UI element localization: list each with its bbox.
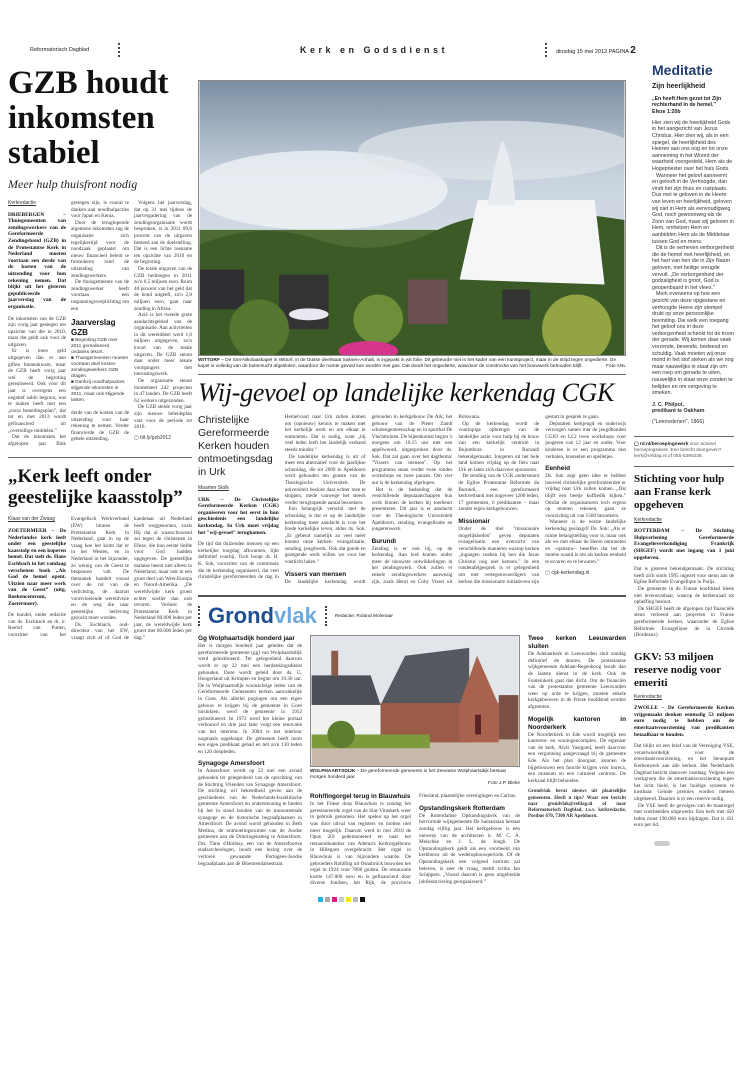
beroepingswerk-note: ▢ rd.nl/beroepingswerk voor actueel beroepingswerk. Een bericht doorgeven? kerk@refdag.nl of 055-5390238. [634,441,722,459]
gkv-article: GKV: 53 miljoen reserve nodig voor emeriti Kerkredactie ZWOLLE – De Gereformeerde Kerken vrijgemaakt denken eenmalig 53 miljoen euro nodig te hebben om de emeritaatsvoorziening van predikanten betaalbaar te houden. Dat blijkt uit een brief van de Vereniging VSE, verantwoordelijk voor de emeritaatsvoorziening, en het Steunpunt Kerkenwerk aan alle kerken. Het Nederlands Dagblad bericht daarover vandaag. Volgens een werkgroep die de emeritaatsvoorziening tegen het licht hield, is het huidige systeem te kostbaar. Geïnde premies worden meteen uitgekeerd. Daarom is er een reserve nodig. De VSE heeft de gevolgen van de maatregel met voorbeelden uitgewerkt. Een kerk met 450 leden moet 190.000 euro bijdragen. Dat is 431 euro per lid. [634,650,734,829]
right-column [634,62,734,846]
cgk-headline: Wij-gevoel op landelijke kerkendag CGK [198,378,615,407]
section-title: Kerk en Godsdienst [300,45,449,55]
meditatie: Meditatie Zijn heerlijkheid „En heeft Hem gezet tot Zijn rechterhand in de hemel.” Efeze 1:20b Hier zien wij de heerlijkheid Gods in het aangezicht van Jezus Christus. Hier zien wij, als in een spiegel, de heerlijkheid des Heeren aan ons oog en tot onze aanneming in het Woord der waarheid voorgesteld, Hem als de Hogepriester over het huis Gods. Wanneer het geloof aanneemt en gelooft in de Verhoogde, dan vindt het zijn thuis en rustplaats. Dus met te geloven in de Heere van leven en heerlijkheid, geloven wij niet in Hem als eenvoudigweg God, noch gewoonweg als de Zoon van God, maar wij geloven in Hem, omhelzen Hem en aanbidden Hem als de Middelaar tussen God en mens. Dit is de verheven verborgenheid die de hemel met heerlijkheid, en het hart van hen die in Zijn Naam geloven, met heilige vreugde vervult. „De verborgenheid der godzaligheid is groot, God is geopenbaard in het vlees.” Merk eveneens op hoe een gezicht van deze opgestane en verhoogde Heere zijn stempel drukt op onze persoonlijke bevinding. Die welk een toegang het geloof ons in deze verborgenheid schenkt tot de troon der genade. Wij komen daar vaak vrezende, bevende, bedeesd en schuldig. Vaak moeten wij onze mond in het stof steken als we nog maar nauwelijks in staat zijn om een roep om genade te uiten, nauwelijks in staat onze zonden te belijden en om vergeving te smeken. J. C. Philpot, predikant te Oakham ("Leerredenen", 1866) [652,62,734,426]
grondvlak-body [198,635,626,887]
gzb-body: Kerkredactie DRIEBERGEN – Thuisgemeenten van zendingswerkers van de Gereformeerde Zendingsbond (GZB) in de Protestantse Kerk in Nederland moeten voortaan een derde van de kosten van de uitzending voor hun rekening nemen. Dat blijkt uit het gisteren gepubliceerde jaarverslag van de organisatie. De inkomsten van de GZB zijn vorig jaar gestegen ten opzichte van die in 2010, maar dat geldt ook voor de uitgaven. Er is meer geld uitgegeven dan er aan giften binnenkwam, maar de GZB heeft vorig jaar wel de begroting gerealiseerd. Ook voor dit jaar is overigens een negatief saldo begroot, wat te maken heeft met een „extra bestedingsplan”, dat tot en met 2013 wordt gefinancierd uit „overtollige middelen.” Dat de inkomsten het afgelopen jaar flink gestegen zijn, is vooral te danken aan noodhulpacties voor Japan en Kenia. Door de teruglopende algemene inkomsten zag de organisatie zich tegelijkertijd voor de noodzaak geplaatst om nieuw financieel beleid te formuleren rond de uitzending van zendingswerkers. De thuisgemeente van de zendingswerker heeft voortaan een inspanningsverplichting om een Jaarverslag GZB ■ Begroting GZB over 2011 gerealiseerd, ondanks tekort. ■ Thuisgemeenten moeten voortaan deel kosten zendingswerkers GZB dragen. ■ Dankzij noodhulpacties stijgende inkomsten in 2011, maar ook stijgende lasten. derde van de kosten van de uitzending voor haar rekening te nemen. Verder financierde de GZB de gehele uitzending. Volgens het jaarverslag, dat op 31 mei tijdens de jaarvergadering van de zendingsorganisatie wordt besproken, is in 2011 89,6 procent van de uitgaven besteed aan de doelstelling. Dat is een lichte toename ten opzichte van 2010 en de begroting. De totale uitgaven van de GZB bedroegen in 2011 zo'n 6,5 miljoen euro. Ruim 40 procent van het geld dat de bond uitgeeft, zo'n 2,8 miljoen euro, gaat naar zending in Afrika. Azië is het tweede grote aandachtsgebied van de organisatie. Aan activiteiten in dit werelddeel werd 1,6 miljoen uitgegeven, zo'n kwart van de totale uitgaven. De GZB steunt daar onder meer lokale voorgangers met toerustingswerk. De organisatie steunt momenteel 242 projecten in 47 landen. De GZB heeft 62 werkers uitgezonden. De GZB stelde vorig jaar zijn nieuwe beleidsplan vast voor de periode tot 2016. ▢ bit.ly/gzb2012 [8,200,192,447]
grondvlak-editor: Redactie: Roland Molenaar [334,613,393,619]
wittorf-caption: WITTORF – De Sint-Nikolaaskapel in Wittorf, in de Duitse deelstaat Saksen-Anhalt, is ingepakt in wit folie. Dit gebeurde niet in het kader van een kunstproject, maar in de strijd tegen ongedierte. De kapel is volledig van de buitenlucht afgesloten, waardoor de ruimte gevuld kan worden met gas. Dat doodt het ongedierte, waardoor de constructie van het bouwwerk behouden blijft. Foto ANL [198,358,626,369]
gzb-headline: GZB houdt inkomsten stabiel [8,65,169,171]
cgk-deck: Christelijke Gereformeerde Kerken houden ontmoetingsdag in Urk [198,414,273,478]
cgk-body: Christelijke Gereformeerde Kerken houden ontmoetingsdag in Urk Maarten Stolk URK – De Christelijke Gereformeerde Kerken (CGK) organiseren voor het eerst in hun geschiedenis een landelijke kerkendag. In Urk moet vrijdag het "wij-gevoel" terugkomen. De tijd dat duizenden mensen op een kerkelijke toogdag afkwamen, lijkt definitief voorbij. Toch hoopt ds. H. K. Sok, voorzitter van de commissie die de kerkendag organiseert, dat veel christelijke gereformeerden de dag in Hemelvaart naar Urk zullen komen om (opnieuw) kennis te maken met het kerkelijk werk en om elkaar te ontmoeten. Dat is nodig, want „bij veel leden leeft het landelijk verband steeds minder.” De landelijke kerkendag is uit of meer een alternatief voor de jaarlijkse schooldag, die tot 2009 in Apeldoorn werd gehouden ten gunste van de Theologische Universiteit. De universiteit besloot daar echter mee te stoppen, mede vanwege het steeds verder teruglopende aantal bezoekers. Een belangrijk verschil met de schooldag is dat er op de landelijke kerkendag meer aandacht is voor het brede kerkelijke leven, aldus ds. Sok. „Er gebeurt namelijk zo veel méér binnen onze kerken: evangelisatie, zending, jeugdwerk. Ook dat goede en gezegende werk willen we voor het voetlicht halen.” Vissers van mensen De landelijke kerkendag wordt gehouden in kerkgebouw De Ark, het gebouw van de Pieter Zandt scholengemeenschap en in sporthal De Vlechttuinen. De bijeenkomst begint 's morgens om 10.15 uur met een appèlwoord, uitgesproken door ds. Sok. Dat zal gaan over het dagthema: "Vissers van mensen". Op het programma staan verder twee rondes workshops en twee pauzes. Om vier uur is de kerkendag afgelopen. Het is de bedoeling dat de verschillende deputaatschappen hun werk binnen de kerken bij toerbeurt presenteren. Dit jaar is er aandacht voor de Theologische Universiteit Apeldoorn, zending, evangelisatie en jongerenwerk. Burundi Zending is er ook bij, op de kerkendag. Aan bod komen onder meer de nieuwste ontwikkelingen in het zendingswerk. Ook zullen er enkele zendingswerkers aanwezig zijn, zoals Henri en Coby Visser uit Botswana. Op de kerkendag wordt de voorlopige opbrengst van de landelijke actie voor hulp bij de bouw van een kerkelijk centrum in Bujumbura in Burundi bekendgemaakt. Jongeren uit het hele land komen vrijdag op de fiets naar Urk en laten zich daarvoor sponsoren. De zending van de CGK ondersteunt de Eglise Protestante Réformée du Burundi, een gereformeerd kerkverband met ongeveer 1200 leden, 17 gemeenten, 6 predikanten – maar zonder eigen kerkgebouwen. Missionair Onder de titel "missionaire mogelijkheden" geven deputaten evangelisatie een overzicht van verschillende manieren waarop kerken „ingangen zoeken bij hen die Jezus Christus nog niet kennen.” In een rondetafelgesprek is er gelegenheid om met vertegenwoordigers van kerken die missionaire initiatieven zijn gestart in gesprek te gaan. Deputaten kerkjeugd en onderwijs verzorgen samen met de jeugdbonden CGJO en LCJ twee workshops voor jongeren van 12 jaar en ouder. Voor kinderen is er een programma met verhalen, knutselen en spelletjes. Eenheid Ds. Sok zegt geen idee te hebben hoeveel christelijke gereformeerden er vrijdag naar Urk zullen komen. „Dat blijft een beetje koffiedik kijken.” Omdat de organisatoren toch ergens op moeten rekenen, gaan ze voorzichtig uit van 1500 bezoekers. Wanneer is de eerste landelijke kerkendag geslaagd? Ds. Sok: „Als er ruime belangstelling voor is, maar ook als we met elkaar de Heere ontmoeten en –opnieuw– beseffen dat het de moeite waard is om als kerken eenheid te ervaren en te bewaren.” ▢ cgk-kerkendag.nl [198,414,626,585]
wittorf-photo [198,80,626,356]
divider [118,43,120,57]
kerk-headline: „Kerk leeft onder geestelijke kaasstolp” [8,466,183,509]
grondvlak-col4: Twee kerken Leeuwarden sluiten De Adelaarkerk in Leeuwarden sluit zondag definitief de deuren. De protestantse wijkgemeente Adelaar-Regenboog houdt dan de laatste dienst in de kerk. Ook de Fonteinkerk gaat dan dicht. Om de financiën van de protestantse gemeente Leeuwarden weer op orde te krijgen, moeten enkele kerkgebouwen in de Friese hoofdstad worden afgestoten. Mogelijk kantoren in Noorderkerk De Noorderkerk in Ede wordt mogelijk een kantoren- en woningencomplex. De eigenaar van de kerk, Alvis Vastgoed, heeft daarvoor een vergunning aangevraagd bij de gemeente Ede. Als het plan doorgaat, kunnen de bijgebouwen een functie krijgen voor horeca, een museum en een cultureel centrum. De kerkzaal blijft behouden. Grondvlak bevat nieuws uit plaatselijke gemeenten. Heeft u tips? Waar een bericht naar grondvlak@refdag.nl of naar Reformatorisch Dagblad, t.a.v. kerkredactie, Postbus 670, 7300 AR Apeldoorn. [528,635,626,820]
wolphaartsdijk-photo [310,635,520,767]
beroepingswerk-link[interactable]: ▢ rd.nl/beroepingswerk [634,441,689,447]
divider [545,43,547,57]
cgk-link[interactable]: ▢ cgk-kerkendag.nl [545,570,590,577]
kerk-body: Klaas van der Zwaag ZOETERMEER – De Nederlandse kerk leeft onder een geestelijke kaasstolp en een koperen hemel. Dat stelt ds. Hans Eschbach in het vandaag verschenen boek „Als God de hemel opent. Uitzien naar meer werk van de Geest” (uitg. Boekencentrum, Zoetermeer). De bundel, onder redactie van ds. Eschbach en dr. ir. Roelof van Putten, voorzitter van het Evangelisch Werkverband (EW) binnen de Protestantse Kerk in Nederland, gaat in op de vraag hoe het komt dat er in het Westen, en in Nederland in het bijzonder, zo weinig van de Geest te bespeuren valt. De thematiek handelt vooral over de rol van de verlichting, de daaruit voortvloeiende wereldvisie en de weg die naar geestelijke herleving gezocht moet worden. Ds. Eschbach, oud-directeur van het EW, vraagt zich af of God de kandelaar uit Nederland heeft weggenomen, zoals Hij dat al waarschuwend zei tegen de christenen in Efeze, die hun eerste liefde voor God hadden opgegeven. De geestelijke malaise heerst niet alleen in Nederland, maar ook in een groot deel van West-Europa en Noord-Amerika. „De wereldwijde kerk groeit echter sneller dan ooit tevoren. Verliest de Protestantse Kerk in Nederland 80.000 leden per jaar, de wereldwijde kerk groeit met 80.000 leden per dag.” [8,516,192,642]
grondvlak-col2: Rohlfingorgel terug in Blauwhuis In het Friese dorp Blauwhuis is zondag het gerestaureerde orgel van de Sint-Vituskerk weer in gebruik genomen. Het spelen op het orgel was door uitval van registers en motten niet meer mogelijk. Daarom werd in mei 2010 de Opus 201 gedemonteerd en naar het restauratieatelier van Adema's Kerkorgelbouw in Hillegom overgebracht. Het orgel in Blauwhuis is van bijzondere waarde. De gebroeders Rohlfing uit Osnabrück bouwden het orgel in 1924 voor 7000 gulden. De restauratie kostte 147.000 euro en is gefinancierd door diverse fondsen, het Rijk, de provincie Friesland, plaatselijke verenigingen en Caritas. Opstandingskerk Rotterdam De Rotterdamse Opstandingskerk van de hervormde wijkgemeente De Samaritaan bestaat zondag vijftig jaar. Het kerkgebouw is een ontwerp van de architecten ir. M. C. A. Meischke en J. L. de Jongh. De Opstandingskerk geldt als een voorbeeld van kerkbouw uit de wederopbouwperiode. Of de Opstandingskerk een volgend lustrum zal beleven, is zeer de vraag, meldt scriba Jan Schippers. „Vooral daarom is geen uitgebreide jubileumviering georganiseerd.” [310,793,520,887]
stichting-article: Stichting voor hulp aan Franse kerk opgeheven Kerkredactie ROTTERDAM – De Stichting Hulpverlening Gereformeerde Evangelieverkondiging Frankrijk (SHGEF) wordt met ingang van 1 juni opgeheven. Dat is gisteren bekendgemaakt. De stichting heeft zich sinds 1995 ingezet voor steun aan de Eglise Réformée Evangélique in Parijs. De gemeente in de Franse hoofdstad bleek niet levensvatbaar, waarop de kerkenraad tot opheffing besloot. De SHGEF heeft de afgelopen tijd financiële steun verleend aan projecten in Franse gereformeerde kerken, waaronder de Eglise Réformée Evangélique de la Gironde (Bordeaux). [634,472,734,639]
middle-column [198,80,626,902]
grondvlak-tip: Grondvlak bevat nieuws uit plaatselijke gemeenten. Heeft u tips? Waar een bericht naar grondvlak@refdag.nl of naar Reformatorisch Dagblad, t.a.v. kerkredactie, Postbus 670, 7300 AR Apeldoorn. [528,789,626,820]
color-registration-marks [318,897,626,902]
divider [8,457,192,458]
wolphaartsdijk-caption: WOLPHAARTSDIJK – De gereformeerde gemeente in het Zeeuwse Wolphaartsdijk bestaat morgen honderd jaar. Foto J.P. Bleke [310,769,520,787]
paper-name: Reformatorisch Dagblad [30,47,90,53]
gzb-subtitle: Meer hulp thuisfront nodig [8,177,138,191]
jaarverslag-box: Jaarverslag GZB ■ Begroting GZB over 2011 gerealiseerd, ondanks tekort. ■ Thuisgemeenten moeten voortaan deel kosten zendingswerkers GZB dragen. ■ Dankzij noodhulpacties stijgende inkomsten in 2011, maar ook stijgende lasten. [71,318,129,404]
date-page: dinsdag 15 mei 2012 PAGINA 2 [556,45,636,56]
grondvlak-logo: Grondvlak [208,603,317,629]
grondvlak-header [198,603,626,629]
gzb-link[interactable]: ▢ bit.ly/gzb2012 [134,434,171,441]
grondvlak-col1: Gg Wolphaartsdijk honderd jaar Het is morgen honderd jaar geleden dat de gereformeerde gemeente (gg) van Wolphaartsdijk werd geïnstitueerd. Ter gelegenheid daarvan wordt er op 22 mei een herdenkingsdienst gehouden. Deze wordt geleid door ds. G. Hoogerland uit Krimpen en begint om 19.30 uur. De in Wolphaartsdijk woonachtige leden van de Gereformeerde Gemeenten kerken aanvankelijk in Goes. Als allerlei pogingen om een eigen gebouw te krijgen bij de gemeente in Goes mislukten, werd de gemeente in 1912 geïnstitueerd. In 1972 werd het kleine portaal verbouwd en drie jaar later volgt een renovatie van het interieur. In 2004 is het interieur nogmaals opgeknapt. De gemeente heeft nooit een eigen predikant gehad en telt zo'n 130 leden en 120 doopleden. Synagoge Amersfoort In Amersfoort wordt op 22 mei een avond gehouden ter gelegenheid van de oprichting van de Stichting Vrienden van Synagoge Amersfoort. De stichting wil bekendheid geven aan de geschiedenis van de Nederlands-Israëlitische gemeente Amersfoort en ondersteuning te bieden bij het in stand houden van de monumentale synagoge en de historische begraafplaatsen in Amersfoort. De avond wordt gehouden in Beth Medina, de ontmoetingsruimte van de Joodse gemeente aan de Drieringensteeg te Amersfoort. Drs. Timo d'Hollosy, een van de Amersfoortse stadsarcheologen, houdt een lezing over de verloren gewaande Portugees-Joodse begraafplaats aan de Bloemendalsestraat. [198,635,302,867]
wrapped-chapel [460,200,605,284]
left-column [8,66,192,642]
